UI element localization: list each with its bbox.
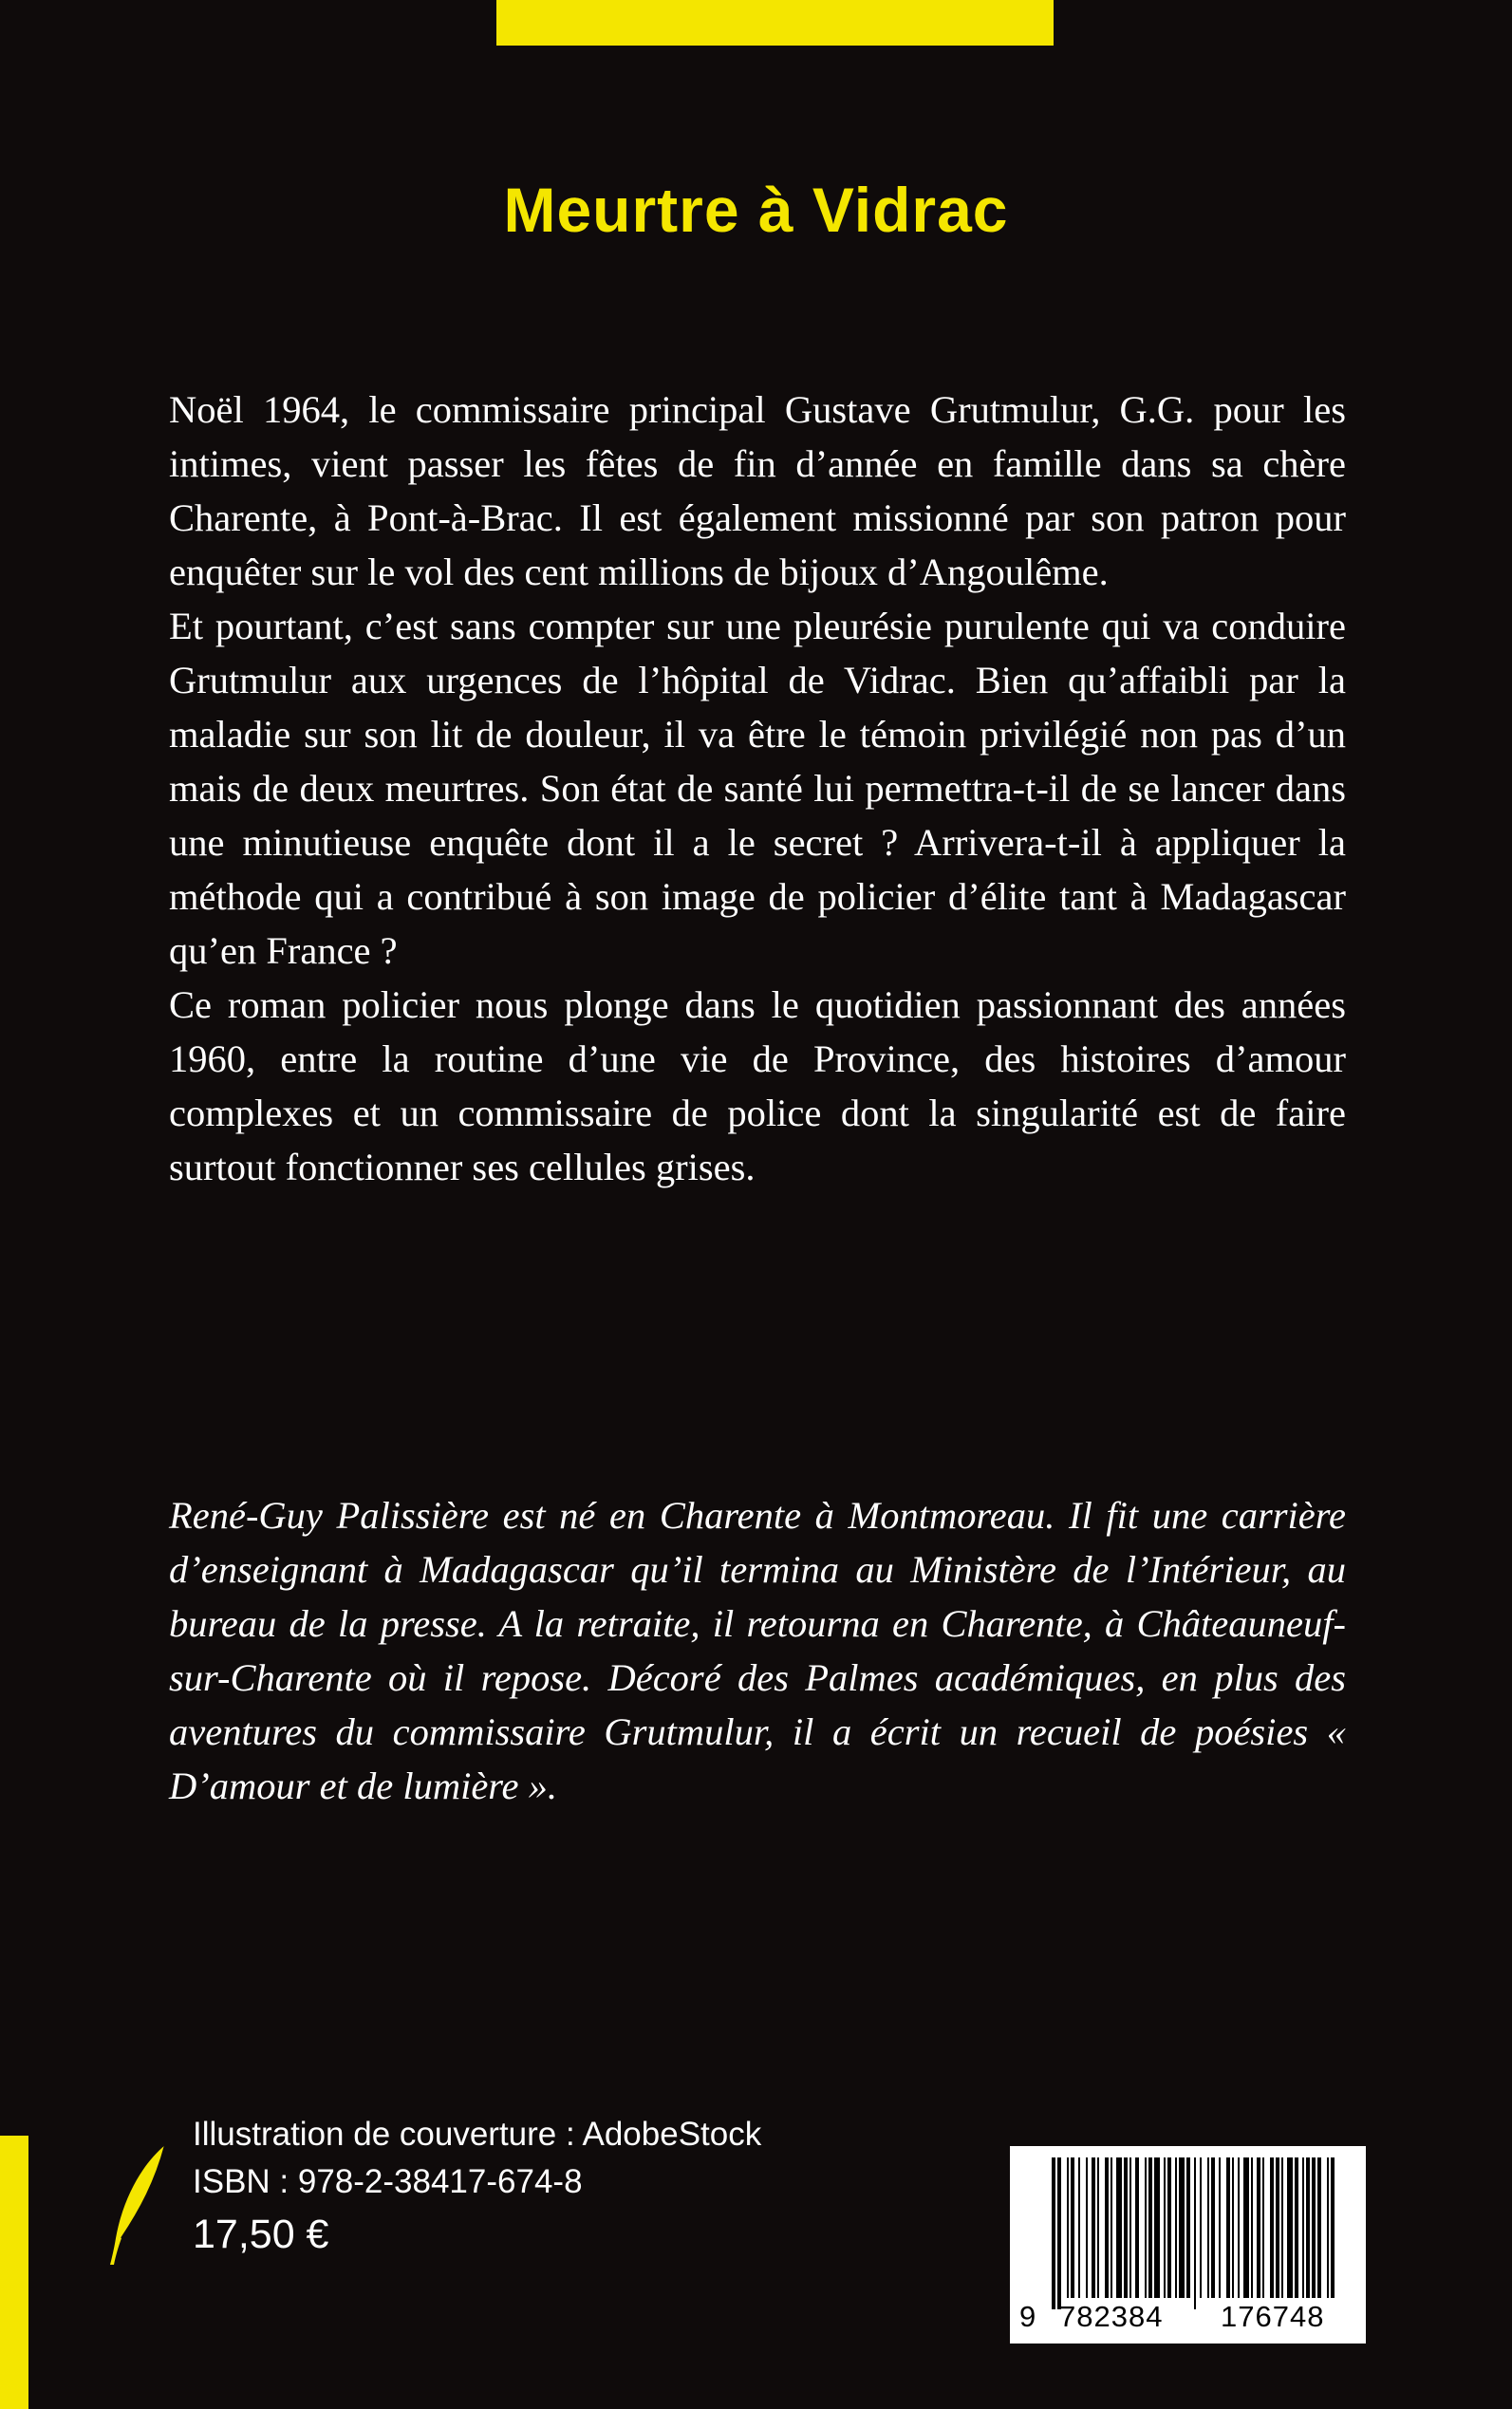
barcode-bar — [1243, 2157, 1249, 2298]
author-bio: René-Guy Palissière est né en Charente à Montmoreau. Il fit une carrière d’enseignant à Madagascar qu’il termina au Ministère de l’Intérieur, au bureau de la presse. A la retraite, il retourna en Charente, à Châteauneuf-sur-Charente où il repose. Décoré des Palmes académiques, en plus des aventures du commissaire Grutmulur, il a écrit un recueil de poésies « D’amour et de lumière ». — [169, 1494, 1346, 1807]
illustration-credit: Illustration de couverture : AdobeStock — [193, 2116, 762, 2153]
barcode-bar — [1092, 2157, 1095, 2298]
barcode-bar — [1262, 2157, 1264, 2298]
barcode-bar — [1251, 2157, 1253, 2298]
barcode-bar — [1306, 2157, 1310, 2298]
barcode-bar — [1067, 2157, 1069, 2298]
barcode-bar — [1052, 2157, 1055, 2309]
book-blurb — [169, 383, 1346, 1194]
barcode-bar — [1327, 2157, 1329, 2298]
barcode-bar — [1145, 2157, 1147, 2298]
barcode — [1010, 2146, 1366, 2344]
barcode-bar — [1179, 2157, 1185, 2298]
barcode-bar — [1317, 2157, 1321, 2298]
barcode-bar — [1164, 2157, 1166, 2298]
barcode-bar — [1116, 2157, 1122, 2298]
barcode-bar — [1287, 2157, 1293, 2298]
barcode-bar — [1276, 2157, 1279, 2298]
barcode-bar — [1331, 2157, 1335, 2298]
barcode-bar — [1302, 2157, 1304, 2298]
barcode-bar — [1312, 2157, 1316, 2298]
barcode-bar — [1148, 2157, 1152, 2298]
barcode-bar — [1071, 2157, 1074, 2298]
barcode-bar — [1186, 2157, 1190, 2298]
barcode-bar — [1200, 2157, 1202, 2298]
barcode-right-digits: 176748 — [1221, 2300, 1325, 2333]
blurb-paragraph: Noël 1964, le commissaire principal Gustave Grutmulur, G.G. pour les intimes, vient passer les fêtes de fin d’année en famille dans sa chère Charente, à Pont-à-Brac. Il est également missionné par son patron pour enquêter sur le vol des cent millions de bijoux d’Angoulême. — [169, 388, 1346, 593]
barcode-bar — [1124, 2157, 1128, 2298]
isbn-text: ISBN : 978-2-38417-674-8 — [193, 2163, 583, 2200]
side-accent-bar — [0, 2136, 28, 2409]
barcode-bar — [1257, 2157, 1260, 2298]
barcode-bar — [1057, 2157, 1061, 2309]
barcode-bar — [1232, 2157, 1234, 2298]
barcode-bar — [1111, 2157, 1112, 2298]
barcode-bar — [1086, 2157, 1088, 2298]
barcode-bar — [1295, 2157, 1298, 2298]
barcode-lead-digit: 9 — [1019, 2300, 1037, 2333]
barcode-bar — [1135, 2157, 1139, 2298]
barcode-bar — [1078, 2157, 1080, 2298]
book-title: Meurtre à Vidrac — [503, 175, 1009, 245]
barcode-bar — [1129, 2157, 1131, 2298]
barcode-bar — [1097, 2157, 1099, 2298]
barcode-bar — [1154, 2157, 1160, 2298]
barcode-bar — [1105, 2157, 1109, 2298]
barcode-bar — [1207, 2157, 1209, 2298]
feather-icon — [106, 2143, 173, 2267]
barcode-bar — [1226, 2157, 1230, 2298]
barcode-bar — [1238, 2157, 1240, 2298]
barcode-bar — [1211, 2157, 1215, 2298]
top-accent-bar — [496, 0, 1054, 46]
barcode-bar — [1281, 2157, 1283, 2298]
barcode-left-digits: 782384 — [1059, 2300, 1164, 2333]
blurb-paragraph: Et pourtant, c’est sans compter sur une pleurésie purulente qui va conduire Grutmulur aux urgences de l’hôpital de Vidrac. Bien qu’affaibli par la maladie sur son lit de douleur, il va être le témoin privilégié non pas d’un mais de deux meurtres. Son état de santé lui permettra-t-il de se lancer dans une minutieuse enquête dont il a le secret ? Arrivera-t-il à appliquer la méthode qui a contribué à son image de policier d’élite tant à Madagascar qu’en France ? — [169, 605, 1346, 972]
barcode-bar — [1219, 2157, 1221, 2298]
credits-block — [193, 2111, 761, 2261]
barcode-bar — [1167, 2157, 1171, 2298]
barcode-bar — [1194, 2157, 1196, 2309]
blurb-paragraph: Ce roman policier nous plonge dans le quotidien passionnant des années 1960, entre la routine d’une vie de Province, des histoires d’amour complexes et un commissaire de police dont la singularité est de faire surtout fonctionner ses cellules grises. — [169, 983, 1346, 1188]
price-text: 17,50 € — [193, 2212, 329, 2257]
barcode-bar — [1175, 2157, 1177, 2298]
barcode-bar — [1270, 2157, 1274, 2298]
